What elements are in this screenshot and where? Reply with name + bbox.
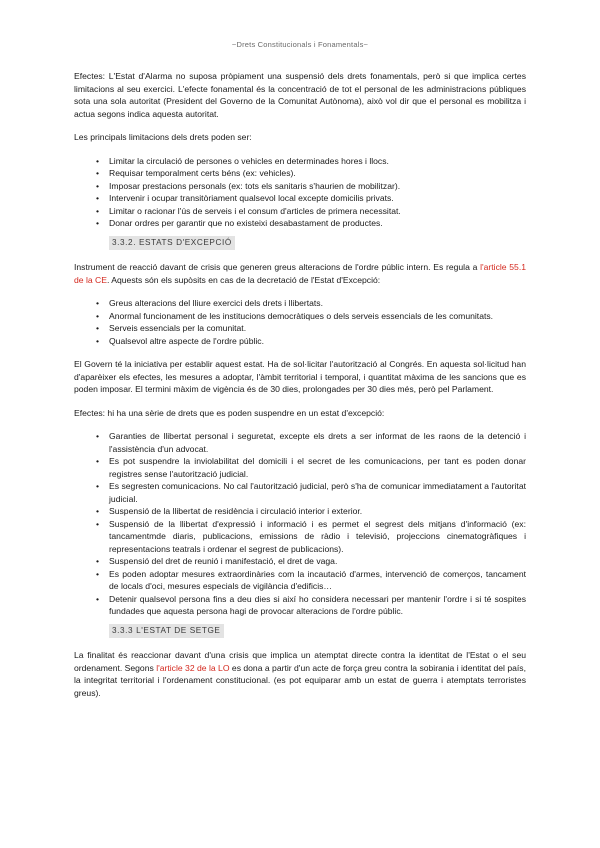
article-reference-link: l'article 55.1 de la CE (74, 262, 526, 285)
list-item: • Garanties de llibertat personal i seguretat, excepte els drets a ser informat de les raons de la detenció i l'assistència d'un advocat. (109, 430, 526, 455)
paragraph-govern: El Govern té la iniciativa per establir aquest estat. Ha de sol·licitar l'autorització al Congrés. En aquesta sol·licitud han d'aparèixer els efectes, les mesures a adoptar, l'àmbit territorial i temporal, i quantitat màxima de les sancions que es poden imposar. El termini màxim de vigència és de 30 dies, prolongades per 30 dies més, però pel Parlament. (74, 359, 526, 394)
list-item: • Es segresten comunicacions. No cal l'autorització judicial, però s'ha de comunicar immediatament a l'autoritat judicial. (109, 480, 526, 505)
list-item: • Detenir qualsevol persona fins a deu dies si així ho considera necessari per mantenir l'ordre i si té sospites fundades que aquesta persona hagi de provocar alteracions de l'ordre públic. (109, 593, 526, 618)
list-item: • Es pot suspendre la inviolabilitat del domicili i el secret de les comunicacions, per tant es poden donar registres sense l'autorització judicial. (109, 455, 526, 480)
section-heading-excepcio-wrap (109, 236, 526, 251)
list-item: • Greus alteracions del lliure exercici dels drets i llibertats. (109, 297, 526, 310)
list-item: • Limitar la circulació de persones o vehicles en determinades hores i llocs. (109, 155, 526, 168)
list-item: • Limitar o racionar l'ús de serveis i el consum d'articles de primera necessitat. (109, 205, 526, 218)
list-item: • Suspensió de la llibertat de residència i circulació interior i exterior. (109, 505, 526, 518)
setge-text-end: es dona a partir d'un acte de força greu contra la sobirania i identitat del país, la integritat territorial i l'ordenament constitucional. (es pot equiparar amb un estat de guerra i atemptats terroristes greus). (74, 662, 526, 698)
list-item: • Es poden adoptar mesures extraordinàries com la incautació d'armes, intervenció de comerços, tancament de locals d'oci, mesures especials de vigilància d'edificis… (109, 568, 526, 593)
paragraph-instrument (74, 261, 526, 286)
section-heading-setge: 3.3.3 L'ESTAT DE SETGE (109, 624, 224, 639)
limitacions-list (109, 155, 526, 230)
article-reference-link: l'article 32 de la LO (156, 662, 230, 673)
list-item: • Suspensió de la llibertat d'expressió i informació i es permet el segrest dels mitjans d'informació (ex: tancamentmde diaris, publicacions, emissions de ràdio i televisió, projeccions cinematogràfiques i representacions teatrals i ordenar el segrest de publicacions). (109, 518, 526, 556)
list-item: • Requisar temporalment certs béns (ex: vehicles). (109, 167, 526, 180)
list-item: • Serveis essencials per la comunitat. (109, 322, 526, 335)
instrument-text-end: . Aquests són els supòsits en cas de la decretació de l'Estat d'Excepció: (106, 274, 381, 285)
list-item: • Intervenir i ocupar transitòriament qualsevol local excepte domicilis privats. (109, 192, 526, 205)
document-body (74, 70, 526, 699)
setge-text-start: La finalitat és reaccionar davant d'una crisis que implica un atemptat directe contra la identitat de l'Estat o el seu ordenament. Segons (74, 650, 526, 673)
list-item: • Qualsevol altre aspecte de l'ordre públic. (109, 335, 526, 348)
paragraph-limitacions-intro: Les principals limitacions dels drets poden ser: (74, 132, 252, 142)
page-header: ~Drets Constitucionals i Fonamentals~ (231, 40, 369, 49)
paragraph-efectes-excepcio: Efectes: hi ha una sèrie de drets que es poden suspendre en un estat d'excepció: (74, 407, 385, 418)
list-item: • Imposar prestacions personals (ex: tots els sanitaris s'haurien de mobilitzar). (109, 180, 526, 193)
suposits-list (109, 297, 526, 347)
section-heading-excepcio: 3.3.2. ESTATS D'EXCEPCIÓ (109, 236, 235, 251)
section-heading-setge-wrap (109, 624, 526, 639)
list-item: • Suspensió del dret de reunió i manifestació, el dret de vaga. (109, 555, 526, 568)
paragraph-setge (74, 649, 526, 699)
drets-suspesos-list (109, 430, 526, 618)
instrument-text-start: Instrument de reacció davant de crisis que generen greus alteracions de l'ordre públic intern. Es regula a (74, 262, 481, 272)
list-item: • Donar ordres per garantir que no existeixi desabastament de productes. (109, 217, 526, 230)
paragraph-efectes-alarma: Efectes: L'Estat d'Alarma no suposa pròpiament una suspensió dels drets fonamentals, però si que implica certes limitacions al seu exercici. L'efecte fonamental és la concentració de tot el personal de les administracions públiques sota una sola autoritat (President del Governo de la Comunitat Autònoma), això vol dir que el personal es mobilitza i actua segons indica aquesta autoritat. (74, 71, 526, 119)
list-item: • Anormal funcionament de les institucions democràtiques o dels serveis essencials de les comunitats. (109, 310, 526, 323)
